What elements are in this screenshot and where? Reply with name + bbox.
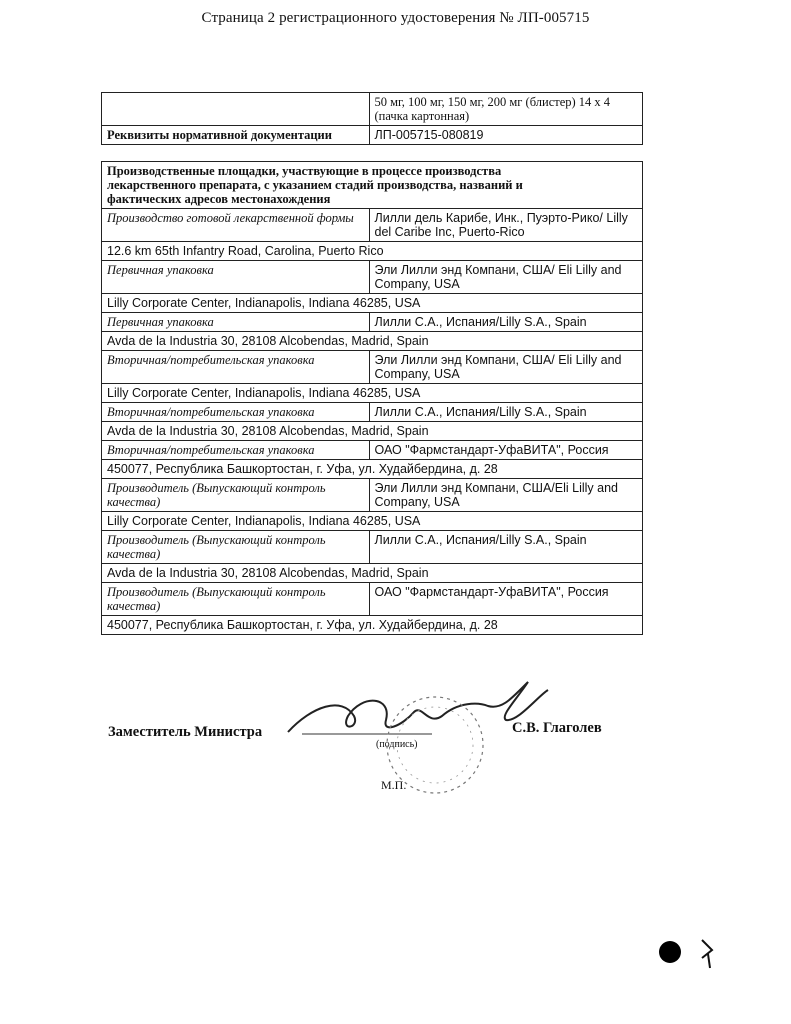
normative-docs-value: ЛП-005715-080819	[369, 126, 642, 145]
site-address-row	[102, 294, 643, 313]
normative-docs-label: Реквизиты нормативной документации	[102, 126, 370, 145]
stage-label: Первичная упаковка	[102, 261, 370, 294]
site-address: Lilly Corporate Center, Indianapolis, Indiana 46285, USA	[102, 512, 643, 531]
site-address: Lilly Corporate Center, Indianapolis, Indiana 46285, USA	[102, 294, 643, 313]
signatory-name: С.В. Глаголев	[512, 720, 602, 736]
site-stage-row	[102, 441, 643, 460]
company-name: Эли Лилли энд Компани, США/Eli Lilly and Company, USA	[369, 479, 643, 512]
stage-label: Производитель (Выпускающий контроль качества)	[102, 583, 370, 616]
stage-label: Вторичная/потребительская упаковка	[102, 441, 370, 460]
company-name: Лилли дель Карибе, Инк., Пуэрто-Рико/ Lilly del Caribe Inc, Puerto-Rico	[369, 209, 643, 242]
stage-label: Производство готовой лекарственной формы	[102, 209, 370, 242]
company-name: Лилли С.А., Испания/Lilly S.A., Spain	[369, 531, 643, 564]
site-stage-row	[102, 403, 643, 422]
production-sites-table	[101, 161, 643, 635]
site-address-row	[102, 242, 643, 261]
site-address: Avda de la Industria 30, 28108 Alcobendas, Madrid, Spain	[102, 332, 643, 351]
punch-hole-mark	[650, 930, 720, 980]
site-stage-row	[102, 351, 643, 384]
site-address: Lilly Corporate Center, Indianapolis, Indiana 46285, USA	[102, 384, 643, 403]
site-address-row	[102, 616, 643, 635]
site-stage-row	[102, 209, 643, 242]
table-row	[102, 93, 643, 126]
company-name: Эли Лилли энд Компани, США/ Eli Lilly and Company, USA	[369, 261, 643, 294]
stamp-label: М.П.	[381, 778, 407, 792]
dosage-table	[101, 92, 643, 145]
round-stamp	[360, 690, 500, 800]
stage-label: Производитель (Выпускающий контроль качества)	[102, 531, 370, 564]
site-stage-row	[102, 313, 643, 332]
site-address: Avda de la Industria 30, 28108 Alcobendas, Madrid, Spain	[102, 564, 643, 583]
site-address-row	[102, 384, 643, 403]
signature-caption: (подпись)	[376, 739, 418, 750]
site-address: 450077, Республика Башкортостан, г. Уфа, ул. Худайбердина, д. 28	[102, 616, 643, 635]
site-address-row	[102, 512, 643, 531]
table-heading-row	[102, 162, 643, 209]
company-name: ОАО "Фармстандарт-УфаВИТА", Россия	[369, 583, 643, 616]
empty-label-cell	[102, 93, 370, 126]
site-address-row	[102, 332, 643, 351]
site-address: 450077, Республика Башкортостан, г. Уфа, ул. Худайбердина, д. 28	[102, 460, 643, 479]
company-name: Эли Лилли энд Компани, США/ Eli Lilly and Company, USA	[369, 351, 643, 384]
site-stage-row	[102, 583, 643, 616]
dosage-value: 50 мг, 100 мг, 150 мг, 200 мг (блистер) 14 х 4 (пачка картонная)	[369, 93, 642, 126]
site-stage-row	[102, 531, 643, 564]
site-stage-row	[102, 479, 643, 512]
stage-label: Производитель (Выпускающий контроль качества)	[102, 479, 370, 512]
stage-label: Вторичная/потребительская упаковка	[102, 403, 370, 422]
sites-heading: Производственные площадки, участвующие в процессе производства лекарственного препарата, с указанием стадий производства, названий и фактических адресов местонахождения	[102, 162, 643, 209]
company-name: ОАО "Фармстандарт-УфаВИТА", Россия	[369, 441, 643, 460]
stage-label: Вторичная/потребительская упаковка	[102, 351, 370, 384]
page-header: Страница 2 регистрационного удостоверения № ЛП-005715	[201, 10, 590, 26]
site-address: Avda de la Industria 30, 28108 Alcobendas, Madrid, Spain	[102, 422, 643, 441]
company-name: Лилли С.А., Испания/Lilly S.A., Spain	[369, 313, 643, 332]
stage-label: Первичная упаковка	[102, 313, 370, 332]
table-row	[102, 126, 643, 145]
site-stage-row	[102, 261, 643, 294]
site-address: 12.6 km 65th Infantry Road, Carolina, Puerto Rico	[102, 242, 643, 261]
company-name: Лилли С.А., Испания/Lilly S.A., Spain	[369, 403, 643, 422]
site-address-row	[102, 564, 643, 583]
site-address-row	[102, 460, 643, 479]
signatory-position: Заместитель Министра	[108, 724, 263, 740]
site-address-row	[102, 422, 643, 441]
